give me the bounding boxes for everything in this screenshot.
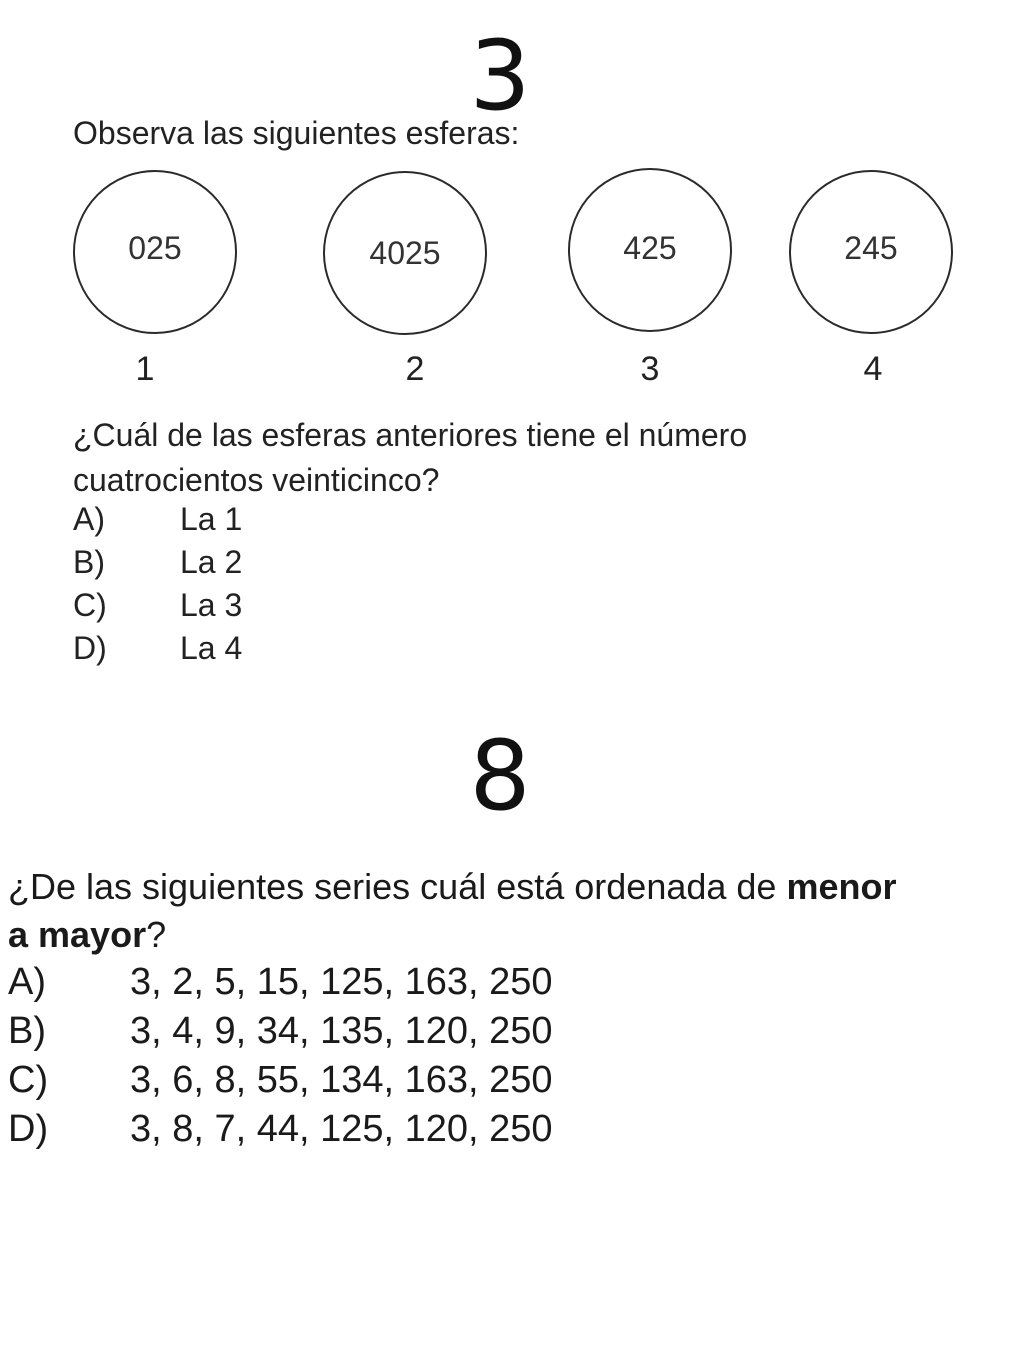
question-3-intro: Observa las siguientes esferas: xyxy=(73,115,520,151)
option-letter: D) xyxy=(8,1108,49,1150)
option-letter: C) xyxy=(73,587,107,623)
option-letter: A) xyxy=(8,961,46,1003)
option-text: 3, 6, 8, 55, 134, 163, 250 xyxy=(130,1059,553,1101)
sphere-2-value: 4025 xyxy=(369,235,441,271)
sphere-1 xyxy=(73,170,237,334)
option-3a xyxy=(73,498,242,541)
question-8-bold-2: a mayor xyxy=(8,914,147,955)
question-3-options xyxy=(73,498,242,670)
option-text: La 1 xyxy=(180,501,243,537)
option-text: La 3 xyxy=(180,587,243,623)
question-8-text xyxy=(8,863,1018,959)
sphere-4-value: 245 xyxy=(844,230,898,266)
sphere-3-value: 425 xyxy=(623,230,677,266)
option-letter: B) xyxy=(73,544,105,580)
question-number-3: 3 xyxy=(469,20,531,132)
option-text: 3, 8, 7, 44, 125, 120, 250 xyxy=(130,1108,553,1150)
option-3c xyxy=(73,584,242,627)
option-8b xyxy=(8,1007,553,1056)
option-text: 3, 2, 5, 15, 125, 163, 250 xyxy=(130,961,553,1003)
option-text: 3, 4, 9, 34, 135, 120, 250 xyxy=(130,1010,553,1052)
question-3-line-1: ¿Cuál de las esferas anteriores tiene el número xyxy=(73,417,748,453)
option-letter: A) xyxy=(73,501,105,537)
sphere-1-value: 025 xyxy=(128,230,182,266)
question-3-text xyxy=(73,413,747,503)
sphere-3 xyxy=(568,168,732,332)
sphere-4 xyxy=(789,170,953,334)
option-text: La 2 xyxy=(180,544,243,580)
sphere-2 xyxy=(323,171,487,335)
question-8-options xyxy=(8,958,553,1154)
option-letter: C) xyxy=(8,1059,49,1101)
option-8c xyxy=(8,1056,553,1105)
sphere-3-label: 3 xyxy=(640,350,660,388)
option-8a xyxy=(8,958,553,1007)
sphere-2-label: 2 xyxy=(405,350,425,388)
option-letter: D) xyxy=(73,630,107,666)
sphere-4-label: 4 xyxy=(863,350,883,388)
option-text: La 4 xyxy=(180,630,243,666)
question-8-bold-1: menor xyxy=(786,866,897,907)
sphere-1-label: 1 xyxy=(135,350,155,388)
question-number-8: 8 xyxy=(469,720,531,832)
option-3b xyxy=(73,541,242,584)
option-8d xyxy=(8,1105,553,1154)
option-letter: B) xyxy=(8,1010,46,1052)
question-8-part-1: ¿De las siguientes series cuál está ordenada de xyxy=(8,866,787,907)
question-3-line-2: cuatrocientos veinticinco? xyxy=(73,462,440,498)
question-8-end: ? xyxy=(146,914,167,955)
option-3d xyxy=(73,627,242,670)
